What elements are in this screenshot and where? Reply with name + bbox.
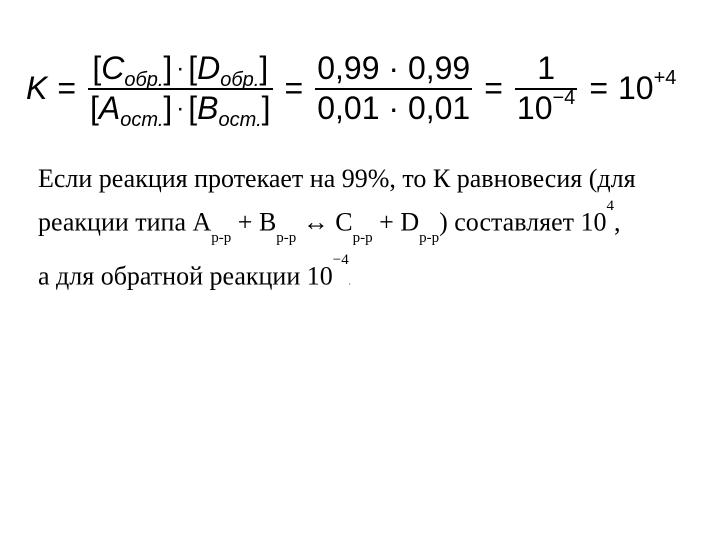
numeric-fraction [315,52,472,124]
concentration-d [188,50,269,91]
exponent-reverse: −4 [332,251,349,268]
bracket-close: ] [261,90,271,126]
species-d: D [400,207,420,237]
bracket-open: [ [188,50,198,86]
text-line-2 [38,198,708,252]
comma: , [613,207,621,237]
fraction-numerator [90,50,270,91]
numeric-denominator: 0,01 · 0,01 [317,90,471,126]
multiply-dot: · [176,95,185,122]
subscript-d: обр. [220,69,260,91]
text-makes-up: ) составляет 10 [439,207,607,237]
equals-sign: = [57,70,77,106]
text-reverse-reaction: а для обратной реакции 10 [38,261,333,291]
power-base: 10 [516,90,553,126]
k-symbol: K [26,70,48,106]
concentration-c [92,50,173,91]
subscript-a: ост. [120,109,164,131]
equals-sign: = [484,70,503,106]
symbol-a: A [98,90,121,126]
subscript-solution: р-р [352,229,373,246]
symbol-d: D [197,50,221,86]
bracket-close: ] [163,50,173,86]
bracket-open: [ [188,90,198,126]
symbol-c: C [101,50,125,86]
result-base: 10 [618,70,654,106]
power-exponent: −4 [552,87,576,109]
concentration-fraction [88,50,273,131]
power-numerator: 1 [537,50,555,86]
result-exponent: +4 [653,67,677,89]
power-denominator [515,87,577,126]
bracket-close: ] [163,90,173,126]
subscript-solution: р-р [419,229,440,246]
result-value [618,67,677,106]
text-reaction-type: реакции типа А [38,207,212,237]
species-c: С [335,207,353,237]
equilibrium-constant-formula [26,36,676,140]
equals-sign: = [284,70,304,106]
bracket-close: ] [259,50,269,86]
bracket-open: [ [92,50,102,86]
subscript-solution: р-р [211,229,232,246]
plus-sign: + [231,207,259,237]
subscript-b: ост. [218,109,262,131]
bracket-open: [ [90,90,99,126]
period: . [348,277,351,287]
equals-sign: = [589,70,608,106]
concentration-a [90,90,173,131]
subscript-c: обр. [124,69,164,91]
numeric-numerator: 0,99 · 0,99 [317,50,471,86]
equilibrium-arrow: ↔ [296,207,336,237]
exponent-forward: 4 [606,198,614,214]
explanation-text [38,160,708,302]
concentration-b [188,90,271,131]
species-b: В [258,207,277,237]
subscript-solution: р-р [276,229,297,246]
plus-sign: + [372,207,401,237]
fraction-denominator [88,90,273,131]
symbol-b: B [197,90,219,126]
power-fraction [515,52,577,124]
text-line-1: Если реакция протекает на 99%, то К равновесия (для [38,164,636,193]
text-line-3 [38,252,708,302]
multiply-dot: · [176,55,185,82]
